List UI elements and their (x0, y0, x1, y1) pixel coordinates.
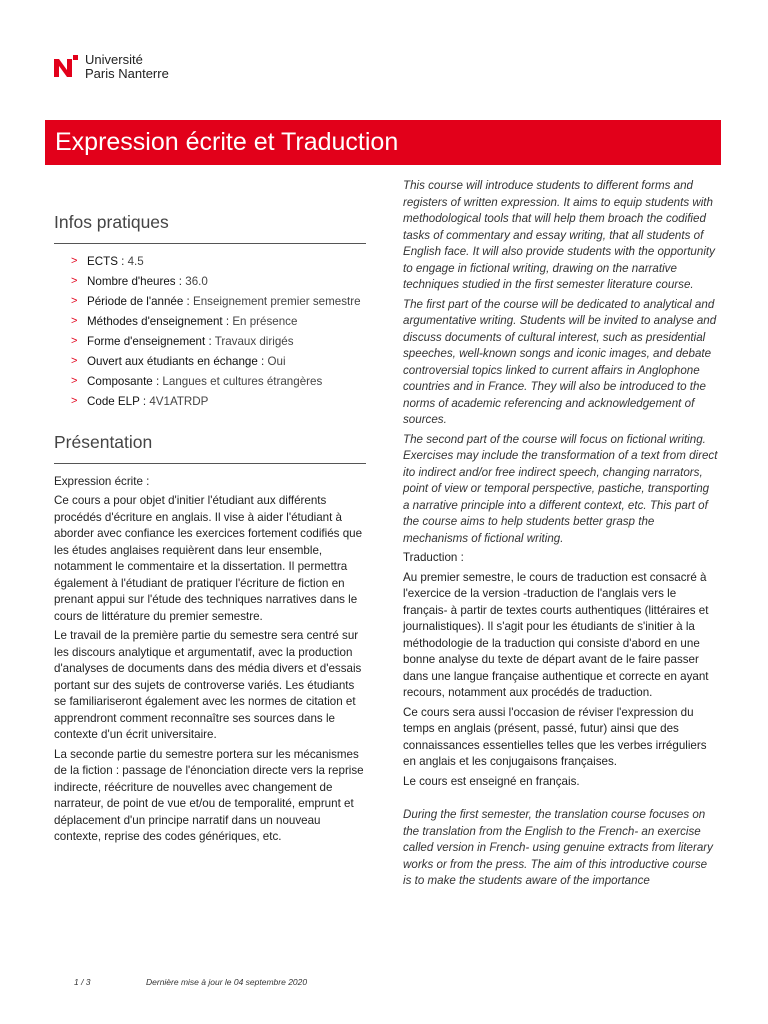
university-logo (53, 52, 169, 82)
info-item (71, 334, 366, 350)
page-title: Expression écrite et Traduction (55, 128, 399, 156)
info-value: Langues et cultures étrangères (162, 375, 323, 388)
info-separator: : (183, 295, 193, 308)
logo-text (85, 53, 169, 81)
page-footer (74, 977, 308, 987)
nanterre-logo-icon (53, 55, 79, 79)
traduction-description (403, 550, 718, 790)
paragraph: Le cours est enseigné en français. (403, 774, 580, 788)
info-separator: : (117, 255, 128, 268)
title-banner (45, 120, 721, 165)
info-value: 4.5 (127, 255, 144, 268)
info-key: Composante (87, 375, 153, 388)
paragraph: Ce cours a pour objet d'initier l'étudiant aux différents procédés d'écriture en anglais. Il vise à aider l'étudiant à aborder avec confiance les exercices fortement codifiés que les études anglaises requièrent dans leur ensemble, notamment le commentaire et la dissertation. Il permettra également à l'étudiant de pratiquer l'écriture de fiction en prenant appui sur l'étude des techniques narratives dans le cours de littérature du premier semestre. (54, 494, 363, 623)
logo-line-1: Université (85, 52, 143, 67)
translation-english-description (403, 807, 718, 890)
info-key: Période de l'année (87, 295, 184, 308)
info-item (71, 274, 366, 290)
infos-list (54, 254, 366, 410)
info-item (71, 314, 366, 330)
info-value: 36.0 (185, 275, 208, 288)
info-key: Code ELP (87, 395, 140, 408)
logo-line-2: Paris Nanterre (85, 66, 169, 81)
presentation-left (54, 474, 366, 846)
info-separator: : (139, 395, 150, 408)
info-item (71, 354, 366, 370)
info-key: Méthodes d'enseignement (87, 315, 223, 328)
info-separator: : (175, 275, 186, 288)
info-item (71, 394, 366, 410)
info-value: Travaux dirigés (214, 335, 294, 348)
english-description (403, 178, 718, 547)
info-key: Forme d'enseignement (87, 335, 206, 348)
paragraph: Traduction : (403, 551, 464, 564)
info-key: ECTS (87, 255, 118, 268)
paragraph: The first part of the course will be dedicated to analytical and argumentative writing. Students will be invited to analyse and discuss documents of cultural interest, such as presidential speeches, well-known songs and iconic images, and debate controversial topics linked to current affairs in Anglophone countries and in France. They will also be introduced to the norms of academic referencing and acknowledgement of sources. (403, 297, 717, 426)
info-separator: : (257, 355, 268, 368)
info-value: Enseignement premier semestre (193, 295, 361, 308)
info-separator: : (222, 315, 233, 328)
last-updated: Dernière mise à jour le 04 septembre 2020 (146, 977, 308, 987)
presentation-heading: Présentation (54, 432, 366, 464)
paragraph: This course will introduce students to different forms and registers of written expression. It aims to equip students with methodological tools that will help them broach the codified tasks of commentary and essay writing, that all students of English face. It will also provide students with the opportunity to engage in fictional writing, drawing on the narrative techniques studied in the first semester literature course. (403, 179, 715, 291)
right-column (403, 178, 718, 893)
info-item (71, 254, 366, 270)
info-separator: : (205, 335, 215, 348)
info-value: Oui (267, 355, 286, 368)
paragraph: During the first semester, the translation course focuses on the translation from the English to the French- an exercise called version in French- using genuine extracts from literary works or from the press. The aim of this introductive course is to make the students aware of the importance (403, 808, 713, 887)
paragraph: Le travail de la première partie du semestre sera centré sur les discours analytique et argumentatif, avec la production d'analyses de documents dans des média divers et d'essais portant sur des sujets de controverse variés. Les étudiants se familiariseront également avec les normes de citation et apprendront comment reconnaître ses sources dans le contexte d'un écrit universitaire. (54, 629, 362, 741)
paragraph: The second part of the course will focus on fictional writing. Exercises may include the transformation of a text from direct ito indirect and/or free indirect speech, changing narrators, point of view or temporal perspective, pastiche, transporting a narrative principle into a different context, etc. This part of the course aims to help students better grasp the mechanisms of fictional writing. (403, 432, 718, 545)
paragraph: Ce cours sera aussi l'occasion de réviser l'expression du temps en anglais (présent, passé, futur) ainsi que des connaissances essentielles telles que les verbes irréguliers en anglais et les conjugaisons françaises. (403, 705, 707, 768)
info-item (71, 294, 366, 310)
page-number: 1 / 3 (74, 977, 91, 987)
info-value: 4V1ATRDP (149, 395, 209, 408)
info-separator: : (152, 375, 163, 388)
info-key: Ouvert aux étudiants en échange (87, 355, 258, 368)
infos-heading: Infos pratiques (54, 212, 366, 244)
paragraph: Au premier semestre, le cours de traduction est consacré à l'exercice de la version -traduction de l'anglais vers le français- à partir de textes courts authentiques (littéraires et journalistiques). Il s'agit pour les étudiants de s'initier à la méthodologie de la traduction qui consiste d'abord en une bonne analyse du texte de départ avant de le faire passer dans une langue française authentique et correcte en ayant recours, notamment aux procédés de traduction. (403, 570, 709, 699)
info-value: En présence (232, 315, 298, 328)
info-item (71, 374, 366, 390)
info-key: Nombre d'heures (87, 275, 176, 288)
left-column (54, 212, 366, 849)
paragraph: La seconde partie du semestre portera sur les mécanismes de la fiction : passage de l'énonciation directe vers la reprise indirecte, réécriture de nouvelles avec changement de narrateur, de point de vue et/ou de temporalité, emprunt et déplacement d'un principe narratif dans un nouveau contexte, reprise des codes génériques, etc. (54, 747, 364, 843)
paragraph: Expression écrite : (54, 474, 150, 488)
